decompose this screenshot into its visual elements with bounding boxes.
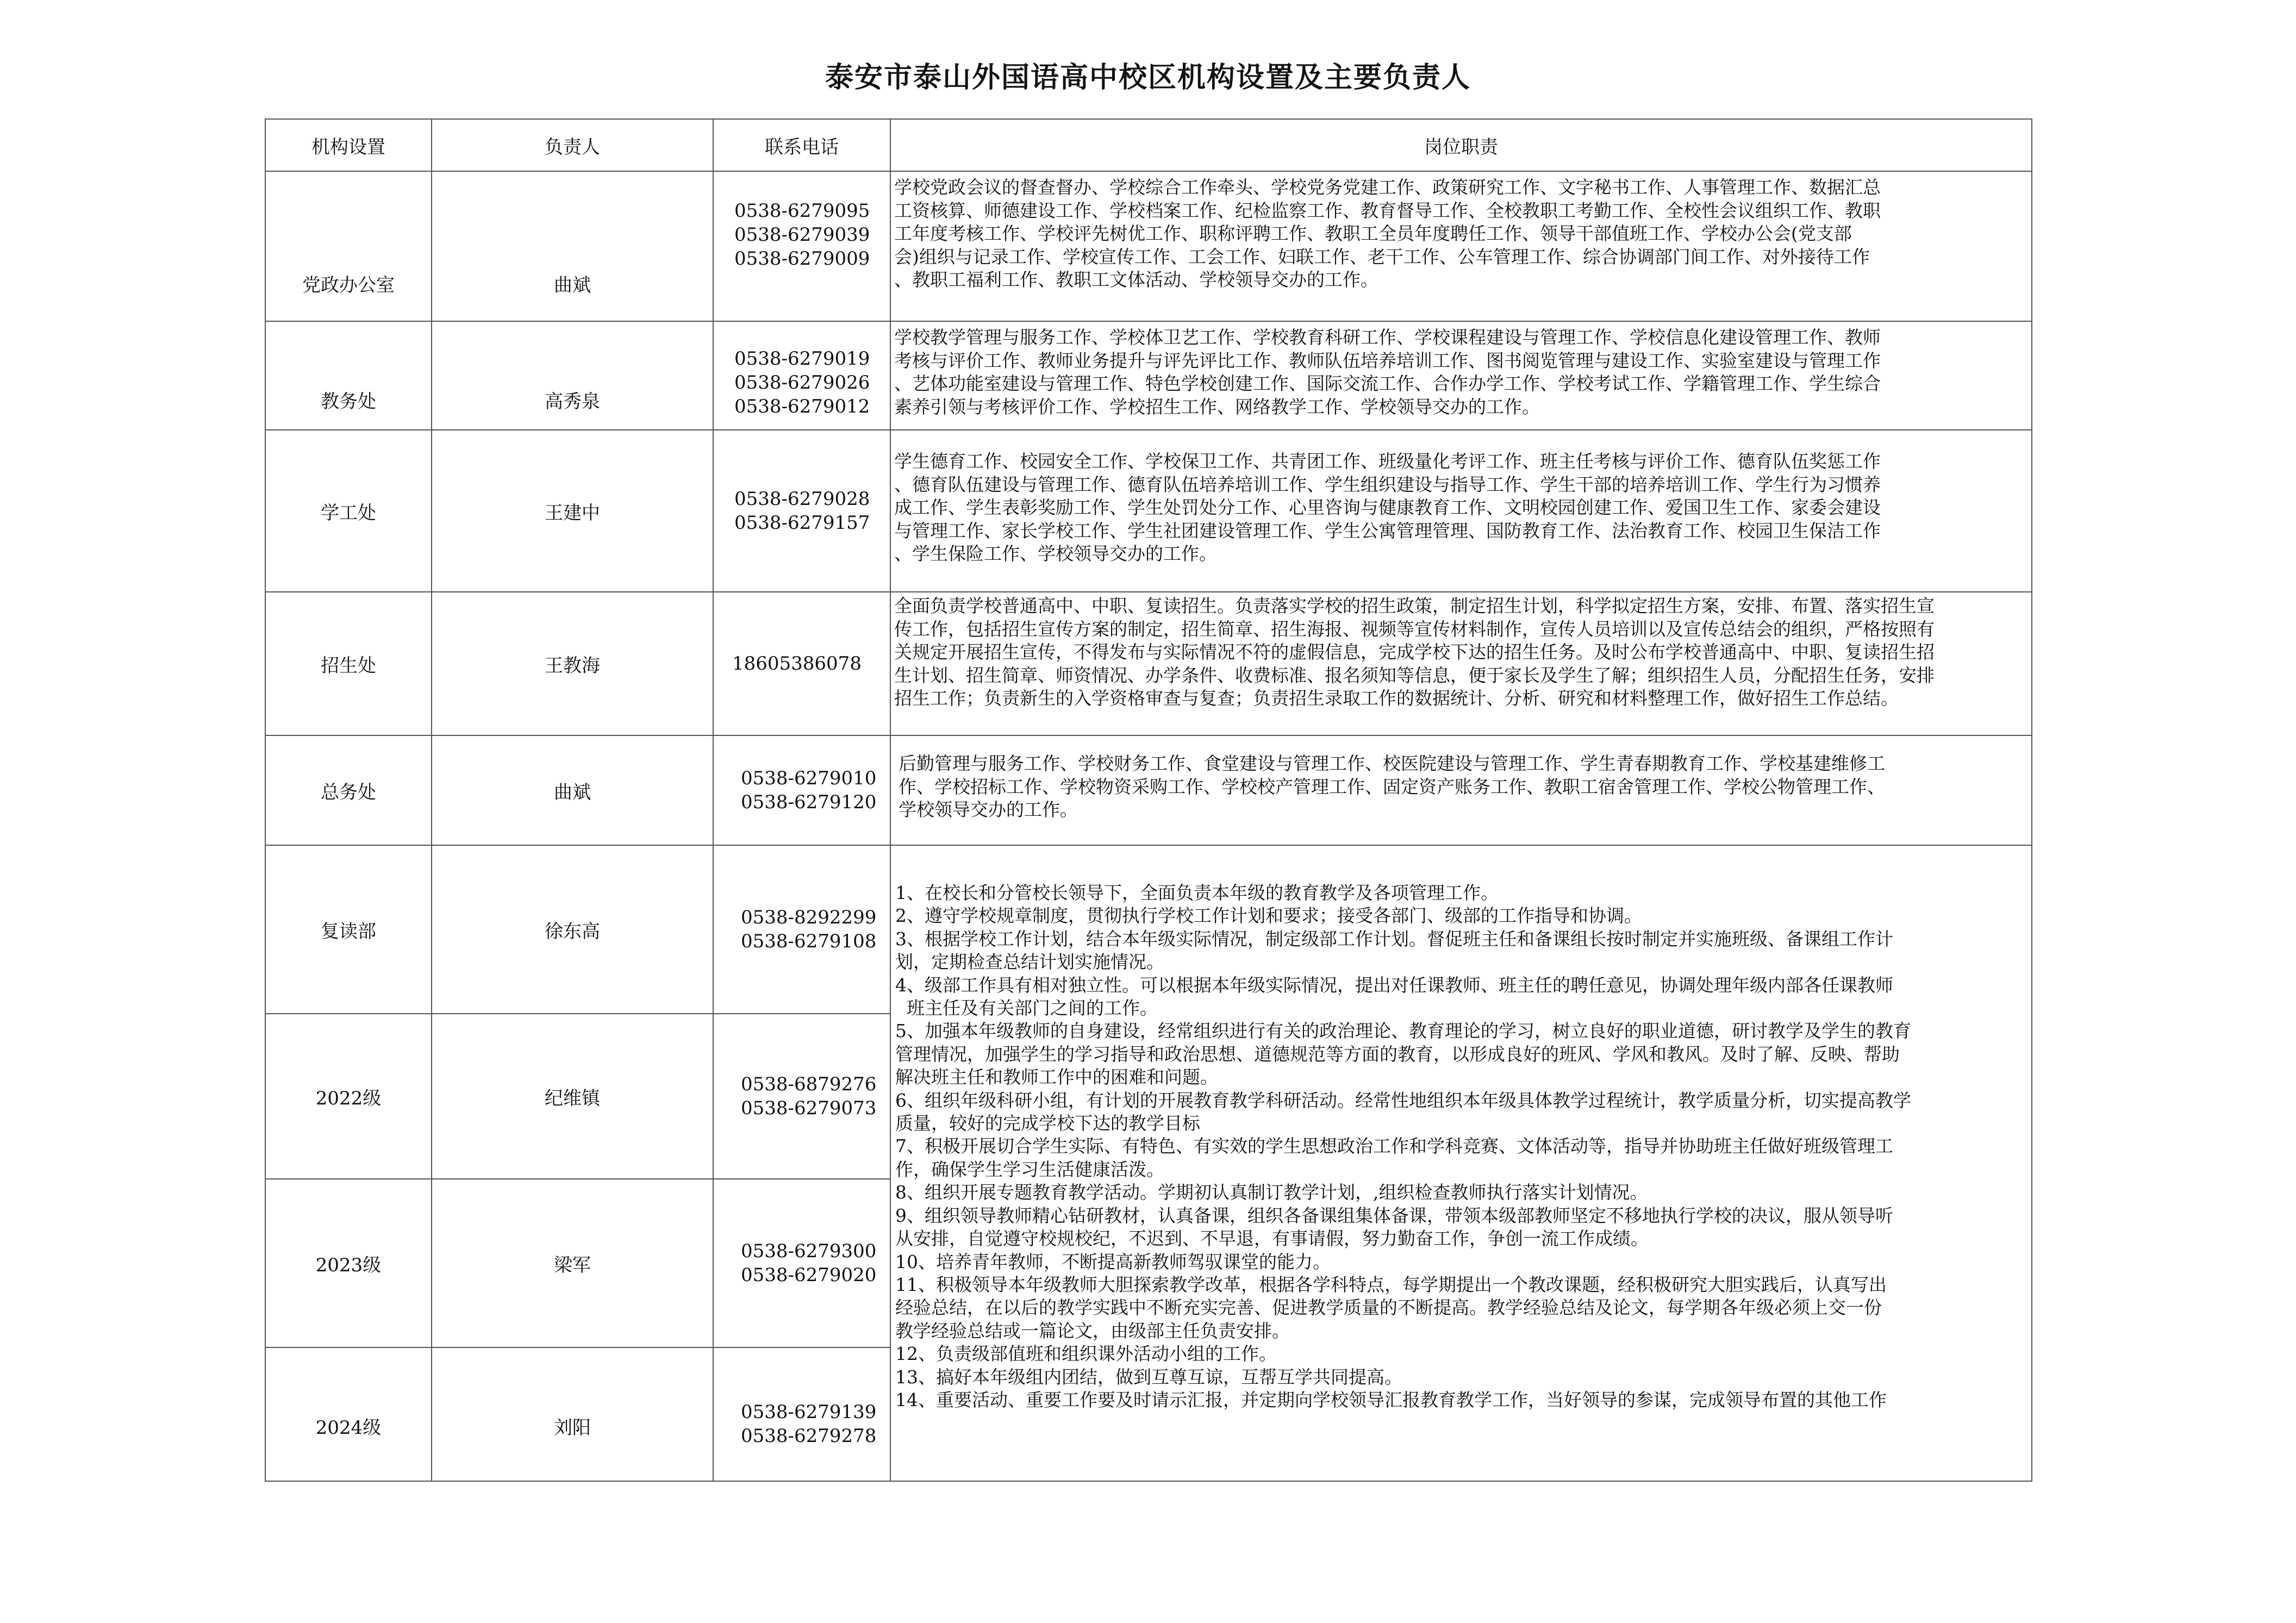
duty-line: 学生德育工作、校园安全工作、学校保卫工作、共青团工作、班级量化考评工作、班主任考核与评价工作、德育队伍奖惩工作 [894,451,1881,472]
header-head: 负责人 [432,119,713,171]
head-name: 曲斌 [554,274,591,296]
dept-name: 招生处 [321,654,376,677]
head-cell [432,735,713,845]
duty-line: 招生工作；负责新生的入学资格审查与复查；负责招生录取工作的数据统计、分析、研究和材料整理工作，做好招生工作总结。 [894,688,1899,709]
phone-number: 0538-6879276 [741,1073,877,1095]
duty-line: 传工作，包括招生宣传方案的制定，招生简章、招生海报、视频等宣传材料制作，宣传人员培训以及宣传总结会的组织，严格按照有 [894,618,1935,640]
duty-line: 成工作、学生表彰奖励工作、学生处罚处分工作、心里咨询与健康教育工作、文明校园创建工作、爱国卫生工作、家委会建设 [894,497,1881,518]
duty-line: 学校领导交办的工作。 [899,799,1078,820]
phone-number: 0538-6279095 [734,200,870,222]
phone-cell [713,845,890,1014]
phone-number: 0538-6279026 [734,372,870,394]
table-row [265,735,2032,845]
duty-line: 管理情况，加强学生的学习指导和政治思想、道德规范等方面的教育，以形成良好的班风、学风和教风。及时了解、反映、帮助 [895,1043,1900,1065]
phone-cell [713,321,890,430]
duty-line: 后勤管理与服务工作、学校财务工作、食堂建设与管理工作、校医院建设与管理工作、学生青春期教育工作、学校基建维修工 [899,753,1885,774]
duty-line: 、德育队伍建设与管理工作、德育队伍培养培训工作、学生组织建设与指导工作、学生干部的培养培训工作、学生行为习惯养 [894,473,1881,495]
dept-cell [265,321,432,430]
head-name: 王教海 [545,654,600,677]
phone-cell [713,1014,890,1179]
duty-line: 、艺体功能室建设与管理工作、特色学校创建工作、国际交流工作、合作办学工作、学校考试工作、学籍管理工作、学生综合 [894,373,1881,394]
head-name: 高秀泉 [545,391,600,413]
duty-line: 学校教学管理与服务工作、学校体卫艺工作、学校教育科研工作、学校课程建设与管理工作、学校信息化建设管理工作、教师 [894,327,1881,348]
duty-line: 14、重要活动、重要工作要及时请示汇报，并定期向学校领导汇报教育教学工作，当好领导的参谋，完成领导布置的其他工作 [895,1389,1887,1410]
phone-cell [713,735,890,845]
org-table [265,118,2032,1482]
head-cell [432,1179,713,1347]
head-name: 刘阳 [554,1417,591,1439]
phone-number: 0538-6279028 [734,488,870,510]
phone-number: 0538-6279009 [734,248,870,270]
dept-cell [265,1179,432,1347]
duty-line: 2、遵守学校规章制度，贯彻执行学校工作计划和要求；接受各部门、级部的工作指导和协调。 [895,905,1642,927]
duty-line: 1、在校长和分管校长领导下，全面负责本年级的教育教学及各项管理工作。 [895,882,1499,903]
head-cell [432,1014,713,1179]
grade-duty-cell [890,845,2032,1481]
dept-cell [265,171,432,321]
dept-cell [265,1014,432,1179]
dept-cell [265,430,432,592]
dept-name: 党政办公室 [302,274,395,296]
duty-line: 班主任及有关部门之间的工作。 [895,997,1158,1019]
phone-number: 0538-6279108 [741,931,877,952]
duty-line: 11、积极领导本年级教师大胆探索教学改革，根据各学科特点，每学期提出一个教改课题，经积极研究大胆实践后，认真写出 [895,1274,1887,1295]
dept-cell [265,845,432,1014]
duty-line: 作、学校招标工作、学校物资采购工作、学校校产管理工作、固定资产账务工作、教职工宿舍管理工作、学校公物管理工作、 [899,776,1885,797]
duty-cell [890,321,2032,430]
duty-cell [890,430,2032,592]
header-dept: 机构设置 [265,119,432,171]
duty-line: 9、组织领导教师精心钻研教材，认真备课，组织各备课组集体备课，带领本级部教师坚定不移地执行学校的决议，服从领导听 [895,1204,1893,1226]
duty-line: 质量，较好的完成学校下达的教学目标 [895,1113,1200,1134]
duty-line: 会)组织与记录工作、学校宣传工作、工会工作、妇联工作、老干工作、公车管理工作、综合协调部门间工作、对外接待工作 [894,246,1870,267]
duty-line: 10、培养青年教师，不断提高新教师驾驭课堂的能力。 [895,1251,1331,1272]
duty-line: 8、组织开展专题教育教学活动。学期初认真制订教学计划，,组织检查教师执行落实计划情况。 [895,1182,1648,1203]
phone-number: 0538-6279073 [741,1097,877,1119]
duty-line: 工年度考核工作、学校评先树优工作、职称评聘工作、教职工全员年度聘任工作、领导干部值班工作、学校办公会(党支部 [894,223,1852,244]
phone-cell [713,592,890,735]
duty-line: 生计划、招生简章、师资情况、办学条件、收费标准、报名须知等信息，便于家长及学生了解；组织招生人员，分配招生任务，安排 [894,664,1935,686]
dept-cell [265,592,432,735]
head-name: 曲斌 [554,781,591,803]
head-name: 徐东高 [545,920,600,942]
dept-name: 总务处 [321,781,376,803]
phone-cell [713,430,890,592]
phone-cell [713,1179,890,1347]
duty-line: 、教职工福利工作、教职工文体活动、学校领导交办的工作。 [894,269,1378,290]
head-cell [432,430,713,592]
duty-line: 学校党政会议的督查督办、学校综合工作牵头、学校党务党建工作、政策研究工作、文字秘书工作、人事管理工作、数据汇总 [894,177,1881,198]
head-cell [432,321,713,430]
head-cell [432,171,713,321]
duty-cell [890,592,2032,735]
duty-cell [890,735,2032,845]
phone-number: 0538-6279020 [741,1264,877,1286]
phone-number: 0538-6279012 [734,396,870,417]
duty-line: 12、负责级部值班和组织课外活动小组的工作。 [895,1343,1277,1365]
head-cell [432,845,713,1014]
phone-number: 0538-6279278 [741,1425,877,1447]
table-row [265,592,2032,735]
duty-line: 素养引领与考核评价工作、学校招生工作、网络教学工作、学校领导交办的工作。 [894,396,1540,417]
phone-number: 0538-6279019 [734,348,870,370]
dept-cell [265,1347,432,1481]
duty-line: 教学经验总结或一篇论文，由级部主任负责安排。 [895,1320,1290,1341]
head-name: 梁军 [554,1254,591,1276]
phone-number: 0538-6279300 [741,1240,877,1262]
head-name: 王建中 [545,502,600,524]
duty-line: 解决班主任和教师工作中的困难和问题。 [895,1066,1218,1088]
header-duties: 岗位职责 [890,119,2032,171]
duty-line: 7、积极开展切合学生实际、有特色、有实效的学生思想政治工作和学科竞赛、文体活动等，指导并协助班主任做好班级管理工 [895,1135,1893,1157]
table-header-row [265,119,2032,171]
table-row [265,430,2032,592]
phone-number: 0538-6279139 [741,1401,877,1423]
duty-line: 13、搞好本年级组内团结，做到互尊互谅，互帮互学共同提高。 [895,1366,1402,1388]
phone-number: 0538-6279039 [734,224,870,246]
duty-line: 工资核算、师德建设工作、学校档案工作、纪检监察工作、教育督导工作、全校教职工考勤工作、全校性会议组织工作、教职 [894,199,1881,221]
page-title: 泰安市泰山外国语高中校区机构设置及主要负责人 [825,61,1471,94]
duty-line: 5、加强本年级教师的自身建设，经常组织进行有关的政治理论、教育理论的学习，树立良好的职业道德，研讨教学及学生的教育 [895,1020,1911,1042]
dept-name: 2023级 [315,1254,382,1276]
phone-number: 0538-6279120 [741,791,877,813]
phone-number: 0538-8292299 [741,907,877,928]
duty-line: 划，定期检查总结计划实施情况。 [895,951,1164,973]
duty-line: 、学生保险工作、学校领导交办的工作。 [894,543,1217,564]
phone-cell [713,171,890,321]
table-row [265,845,2032,1014]
duty-cell [890,171,2032,321]
duty-line: 关规定开展招生宣传，不得发布与实际情况不符的虚假信息，完成学校下达的招生任务。及时公布学校普通高中、中职、复读招生招 [894,641,1935,663]
dept-cell [265,735,432,845]
phone-number: 0538-6279157 [734,512,870,534]
dept-name: 复读部 [321,920,376,942]
dept-name: 教务处 [321,391,376,413]
dept-name: 2022级 [315,1087,382,1109]
header-phone: 联系电话 [713,119,890,171]
dept-name: 学工处 [321,502,376,524]
dept-name: 2024级 [315,1417,382,1439]
phone-number: 18605386078 [732,653,862,675]
phone-number: 0538-6279010 [741,767,877,789]
duty-line: 3、根据学校工作计划，结合本年级实际情况，制定级部工作计划。督促班主任和备课组长按时制定并实施班级、备课组工作计 [895,928,1893,950]
table-row [265,171,2032,321]
duty-line: 6、组织年级科研小组，有计划的开展教育教学科研活动。经常性地组织本年级具体教学过程统计，教学质量分析，切实提高教学 [895,1089,1911,1111]
duty-line: 从安排，自觉遵守校规校纪，不迟到、不早退，有事请假，努力勤奋工作，争创一流工作成绩。 [895,1228,1649,1250]
duty-line: 与管理工作、家长学校工作、学生社团建设管理工作、学生公寓管理管理、国防教育工作、法治教育工作、校园卫生保洁工作 [894,520,1881,541]
phone-cell [713,1347,890,1481]
table-row [265,321,2032,430]
duty-line: 作，确保学生学习生活健康活泼。 [895,1158,1164,1180]
duty-line: 经验总结，在以后的教学实践中不断充实完善、促进教学质量的不断提高。教学经验总结及论文，每学期各年级必须上交一份 [895,1297,1882,1319]
head-cell [432,1347,713,1481]
duty-line: 考核与评价工作、教师业务提升与评先评比工作、教师队伍培养培训工作、图书阅览管理与建设工作、实验室建设与管理工作 [894,349,1881,371]
head-cell [432,592,713,735]
head-name: 纪维镇 [545,1087,600,1109]
duty-line: 全面负责学校普通高中、中职、复读招生。负责落实学校的招生政策，制定招生计划，科学拟定招生方案，安排、布置、落实招生宣 [894,595,1935,616]
duty-line: 4、级部工作具有相对独立性。可以根据本年级实际情况，提出对任课教师、班主任的聘任意见，协调处理年级内部各任课教师 [895,974,1893,996]
